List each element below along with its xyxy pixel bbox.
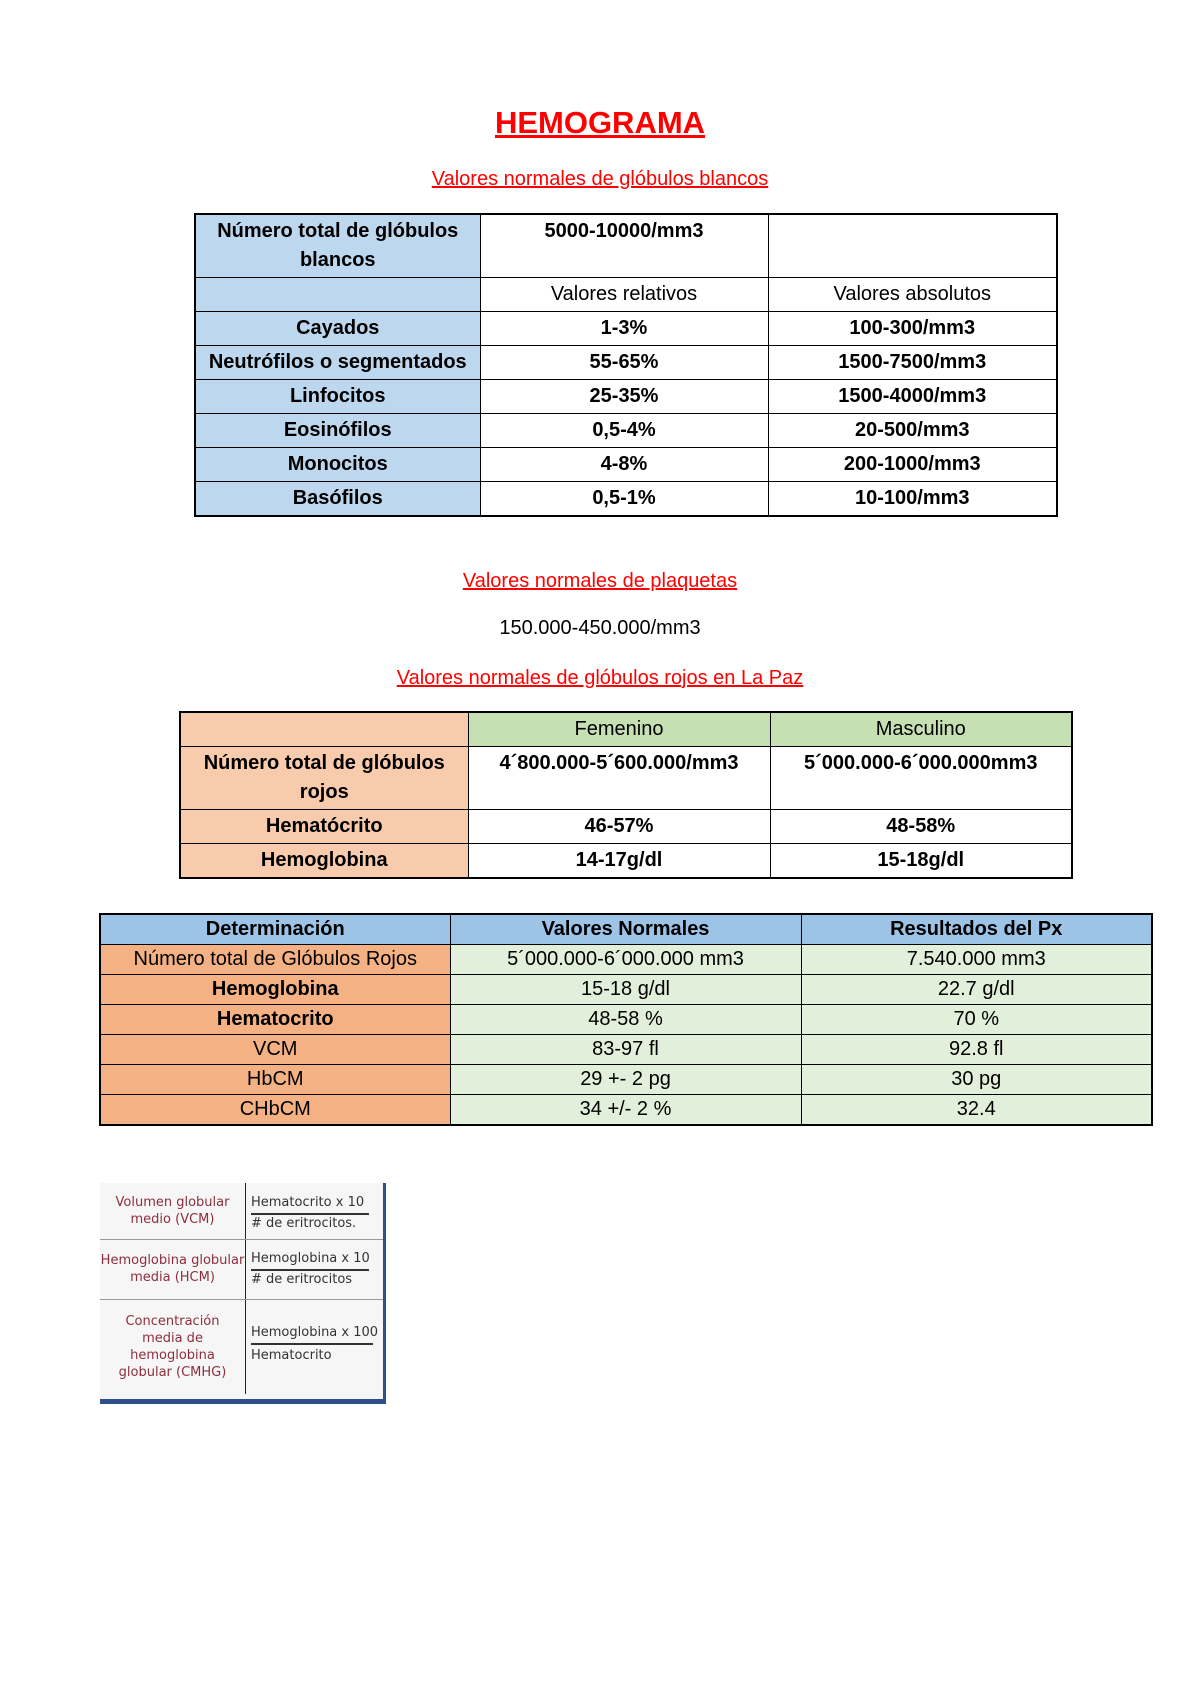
rbc-empty-header bbox=[180, 712, 468, 747]
platelets-subtitle: Valores normales de plaquetas bbox=[462, 570, 738, 592]
rbc-col-female: Femenino bbox=[468, 712, 770, 747]
px-row-result: 32.4 bbox=[801, 1095, 1152, 1126]
wbc-total-label: Número total de glóbulos blancos bbox=[195, 214, 480, 278]
wbc-row-abs: 1500-4000/mm3 bbox=[768, 380, 1057, 414]
wbc-row-name: Neutrófilos o segmentados bbox=[195, 346, 480, 380]
px-row-name: Número total de Glóbulos Rojos bbox=[100, 945, 450, 975]
wbc-row-abs: 200-1000/mm3 bbox=[768, 448, 1057, 482]
wbc-row-abs: 10-100/mm3 bbox=[768, 482, 1057, 517]
formula-row-hcm bbox=[100, 1239, 383, 1300]
px-header-determination: Determinación bbox=[100, 914, 450, 945]
rbc-row-male: 5´000.000-6´000.000mm3 bbox=[770, 747, 1072, 810]
rbc-row-female: 46-57% bbox=[468, 810, 770, 844]
px-row-result: 30 pg bbox=[801, 1065, 1152, 1095]
wbc-row-name: Cayados bbox=[195, 312, 480, 346]
px-row-name: Hemoglobina bbox=[100, 975, 450, 1005]
formula-label: Volumen globular medio (VCM) bbox=[115, 1195, 230, 1227]
table-row bbox=[180, 712, 1072, 747]
wbc-row-rel: 0,5-1% bbox=[480, 482, 768, 517]
wbc-empty-header bbox=[195, 278, 480, 312]
table-row bbox=[195, 414, 1057, 448]
rbc-row-female: 4´800.000-5´600.000/mm3 bbox=[468, 747, 770, 810]
table-row bbox=[100, 914, 1152, 945]
px-row-result: 92.8 fl bbox=[801, 1035, 1152, 1065]
px-row-normal: 29 +- 2 pg bbox=[450, 1065, 801, 1095]
formula-label: Concentración media de hemoglobina globular (CMHG) bbox=[118, 1313, 227, 1380]
formula-numerator: Hemoglobina x 10 bbox=[251, 1251, 370, 1266]
table-row bbox=[195, 312, 1057, 346]
wbc-subtitle: Valores normales de glóbulos blancos bbox=[431, 168, 769, 190]
rbc-col-male: Masculino bbox=[770, 712, 1072, 747]
px-row-normal: 83-97 fl bbox=[450, 1035, 801, 1065]
fraction-bar bbox=[251, 1269, 369, 1271]
rbc-row-name: Número total de glóbulos rojos bbox=[180, 747, 468, 810]
px-header-result: Resultados del Px bbox=[801, 914, 1152, 945]
rbc-row-name: Hemoglobina bbox=[180, 844, 468, 879]
px-header-normal: Valores Normales bbox=[450, 914, 801, 945]
formula-image bbox=[100, 1183, 386, 1404]
wbc-row-abs: 100-300/mm3 bbox=[768, 312, 1057, 346]
formula-numerator: Hemoglobina x 100 bbox=[251, 1325, 379, 1340]
table-row bbox=[195, 346, 1057, 380]
rbc-row-male: 48-58% bbox=[770, 810, 1072, 844]
table-row bbox=[100, 945, 1152, 975]
wbc-col-relative: Valores relativos bbox=[480, 278, 768, 312]
platelets-value: 150.000-450.000/mm3 bbox=[499, 617, 701, 639]
table-row bbox=[195, 214, 1057, 278]
wbc-row-name: Linfocitos bbox=[195, 380, 480, 414]
wbc-row-abs: 20-500/mm3 bbox=[768, 414, 1057, 448]
wbc-row-abs: 1500-7500/mm3 bbox=[768, 346, 1057, 380]
px-row-result: 22.7 g/dl bbox=[801, 975, 1152, 1005]
page-title: HEMOGRAMA bbox=[494, 105, 706, 140]
formula-row-cmhg bbox=[100, 1299, 383, 1394]
px-row-name: CHbCM bbox=[100, 1095, 450, 1126]
wbc-row-rel: 25-35% bbox=[480, 380, 768, 414]
table-row bbox=[195, 482, 1057, 517]
wbc-col-absolute: Valores absolutos bbox=[768, 278, 1057, 312]
table-row bbox=[195, 278, 1057, 312]
wbc-row-rel: 0,5-4% bbox=[480, 414, 768, 448]
fraction-bar bbox=[251, 1213, 369, 1215]
wbc-row-name: Basófilos bbox=[195, 482, 480, 517]
formula-denominator: # de eritrocitos bbox=[251, 1272, 353, 1287]
wbc-table bbox=[194, 213, 1058, 517]
table-row bbox=[100, 1065, 1152, 1095]
table-row bbox=[100, 1035, 1152, 1065]
table-row bbox=[180, 810, 1072, 844]
px-row-normal: 48-58 % bbox=[450, 1005, 801, 1035]
formula-denominator: Hematocrito bbox=[251, 1348, 332, 1363]
formula-label: Hemoglobina globular media (HCM) bbox=[100, 1253, 245, 1285]
formula-numerator: Hematocrito x 10 bbox=[251, 1195, 365, 1210]
wbc-row-name: Monocitos bbox=[195, 448, 480, 482]
table-row bbox=[100, 1005, 1152, 1035]
patient-results-table bbox=[99, 913, 1153, 1126]
px-row-normal: 15-18 g/dl bbox=[450, 975, 801, 1005]
fraction-bar bbox=[251, 1343, 373, 1345]
rbc-subtitle: Valores normales de glóbulos rojos en La Paz bbox=[396, 667, 804, 689]
wbc-total-value: 5000-10000/mm3 bbox=[480, 214, 768, 278]
wbc-row-name: Eosinófilos bbox=[195, 414, 480, 448]
px-row-normal: 34 +/- 2 % bbox=[450, 1095, 801, 1126]
table-row bbox=[100, 975, 1152, 1005]
formula-denominator: # de eritrocitos. bbox=[251, 1216, 357, 1231]
px-row-normal: 5´000.000-6´000.000 mm3 bbox=[450, 945, 801, 975]
table-row bbox=[100, 1095, 1152, 1126]
table-row bbox=[195, 448, 1057, 482]
wbc-row-rel: 4-8% bbox=[480, 448, 768, 482]
px-row-name: HbCM bbox=[100, 1065, 450, 1095]
px-row-name: VCM bbox=[100, 1035, 450, 1065]
px-row-result: 70 % bbox=[801, 1005, 1152, 1035]
wbc-row-rel: 1-3% bbox=[480, 312, 768, 346]
wbc-row-rel: 55-65% bbox=[480, 346, 768, 380]
table-row bbox=[180, 844, 1072, 879]
rbc-row-name: Hematócrito bbox=[180, 810, 468, 844]
rbc-table bbox=[179, 711, 1073, 879]
px-row-name: Hematocrito bbox=[100, 1005, 450, 1035]
rbc-row-female: 14-17g/dl bbox=[468, 844, 770, 879]
px-row-result: 7.540.000 mm3 bbox=[801, 945, 1152, 975]
rbc-row-male: 15-18g/dl bbox=[770, 844, 1072, 879]
table-row bbox=[180, 747, 1072, 810]
wbc-empty-cell bbox=[768, 214, 1057, 278]
table-row bbox=[195, 380, 1057, 414]
formula-row-vcm bbox=[100, 1183, 383, 1240]
